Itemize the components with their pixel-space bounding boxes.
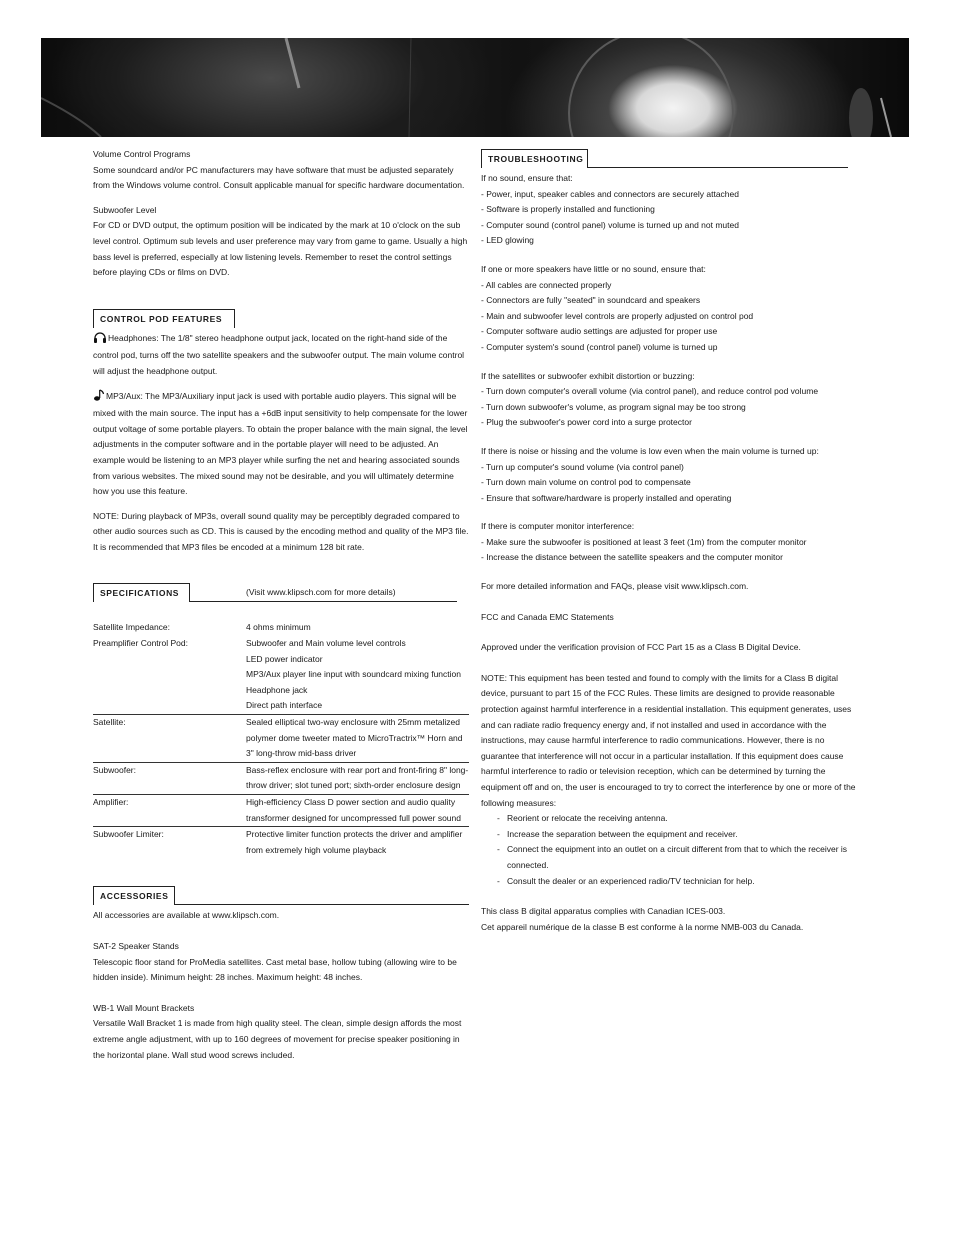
control-pod-header	[93, 307, 469, 331]
headphones-text: Headphones: The 1/8" stereo headphone output jack, located on the right-hand side of the control pod, turns off the two satellite speakers and the subwoofer output. The main volume control will adjust the headphone output.	[93, 332, 465, 376]
spec-value-line: MP3/Aux player line input with soundcard mixing function	[246, 669, 461, 680]
subwoofer-level-body: For CD or DVD output, the optimum position will be indicated by the mark at 10 o'clock on the sub level control. Optimum sub levels and user preference may vary from game to game. Usually a high bass level is preferred, especially at low listening levels. Remember to reset the control settings before playing CDs or films on DVD.	[93, 220, 468, 278]
troubleshooting-step: - LED glowing	[481, 235, 534, 246]
troubleshooting-header	[481, 147, 857, 171]
troubleshooting-condition: If no sound, ensure that:	[481, 173, 573, 183]
list-dash: -	[497, 813, 500, 824]
troubleshooting-step: - Make sure the subwoofer is positioned at least 3 feet (1m) from the computer monitor	[481, 536, 807, 547]
troubleshooting-group	[481, 519, 857, 579]
troubleshooting-group	[481, 171, 857, 262]
canada-statement-en: This class B digital apparatus complies with Canadian ICES-003.	[481, 906, 726, 917]
spec-row	[93, 795, 469, 827]
troubleshooting-step: - Increase the distance between the satellite speakers and the computer monitor	[481, 552, 783, 563]
accessories-intro: All accessories are available at www.klipsch.com.	[93, 910, 280, 921]
troubleshooting-tab: TROUBLESHOOTING	[481, 149, 588, 168]
spec-value-line: 4 ohms minimum	[246, 622, 311, 633]
more-info-text: For more detailed information and FAQs, please visit www.klipsch.com.	[481, 581, 749, 592]
troubleshooting-group	[481, 444, 857, 519]
fcc-approved: Approved under the verification provision of FCC Part 15 as a Class B Digital Device.	[481, 642, 801, 653]
troubleshooting-step: - Turn down subwoofer's volume, as program signal may be too strong	[481, 401, 746, 412]
troubleshooting-condition: If the satellites or subwoofer exhibit distortion or buzzing:	[481, 370, 695, 381]
headphones-paragraph	[93, 331, 469, 380]
spec-row	[93, 762, 469, 794]
sat2-body: Telescopic floor stand for ProMedia satellites. Cast metal base, hollow tubing (allowing wire to be hidden inside). Minimum height: 28 inches. Maximum height: 48 inches.	[93, 956, 457, 983]
spec-label: Subwoofer Limiter:	[93, 829, 164, 840]
fcc-measure-text: Consult the dealer or an experienced radio/TV technician for help.	[507, 875, 755, 886]
control-pod-tab: CONTROL POD FEATURES	[93, 309, 235, 328]
right-column	[481, 147, 857, 935]
troubleshooting-group	[481, 369, 857, 444]
list-dash: -	[497, 844, 500, 855]
fcc-measure-item	[481, 811, 857, 827]
spec-value-line: LED power indicator	[246, 653, 323, 664]
troubleshooting-groups	[481, 171, 857, 579]
music-note-icon	[93, 389, 105, 407]
headphones-icon	[93, 331, 107, 349]
volume-programs-body: Some soundcard and/or PC manufacturers may have software that must be adjusted separately from the Windows volume control. Consult applicable manual for specific hardware documentation.	[93, 164, 465, 191]
troubleshooting-step: - Power, input, speaker cables and connectors are securely attached	[481, 188, 739, 199]
fcc-measure-item	[481, 827, 857, 843]
mp3-note: NOTE: During playback of MP3s, overall sound quality may be perceptibly degraded compared to other audio sources such as CD. This is caused by the encoding method and quality of the MP3 file. It is recommended that MP3 files be encoded at a minimum 128 bit rate.	[93, 510, 469, 552]
troubleshooting-step: - Software is properly installed and functioning	[481, 204, 655, 215]
spec-value-line: High-efficiency Class D power section and audio quality transformer designed for uncompressed full power sound	[246, 797, 461, 823]
troubleshooting-condition: If there is computer monitor interference:	[481, 521, 635, 532]
accessories-header	[93, 884, 469, 908]
volume-programs-title: Volume Control Programs	[93, 149, 191, 159]
spec-value	[246, 636, 469, 714]
troubleshooting-step: - Turn down computer's overall volume (via control panel), and reduce control pod volume	[481, 386, 819, 397]
specifications-note: (Visit www.klipsch.com for more details)	[246, 587, 396, 598]
troubleshooting-step: - Connectors are fully "seated" in soundcard and speakers	[481, 295, 701, 306]
troubleshooting-step: - Turn down main volume on control pod to compensate	[481, 477, 691, 488]
troubleshooting-step: - Computer system's sound (control panel) volume is turned up	[481, 341, 718, 352]
troubleshooting-step: - Turn up computer's sound volume (via control panel)	[481, 461, 684, 472]
list-dash: -	[497, 875, 500, 886]
speaker-photo-banner	[41, 38, 909, 137]
troubleshooting-step: - Ensure that software/hardware is properly installed and operating	[481, 492, 732, 503]
troubleshooting-step: - Plug the subwoofer's power cord into a surge protector	[481, 417, 692, 428]
spec-label: Satellite:	[93, 715, 246, 763]
spec-value-line: Bass-reflex enclosure with rear port and front-firing 8" long-throw driver; slot tuned port; sixth-order enclosure design	[246, 764, 469, 791]
spec-label: Satellite Impedance:	[93, 622, 171, 633]
subwoofer-level-title: Subwoofer Level	[93, 204, 157, 215]
spec-row	[93, 620, 469, 636]
troubleshooting-group	[481, 262, 857, 369]
sat2-title: SAT-2 Speaker Stands	[93, 940, 179, 951]
speaker-photo-illustration	[41, 38, 909, 137]
spec-row	[93, 715, 469, 763]
spec-value-line: Headphone jack	[246, 684, 308, 695]
troubleshooting-step: - Computer sound (control panel) volume is turned up and not muted	[481, 219, 739, 230]
spec-label: Subwoofer:	[93, 762, 246, 794]
spec-label: Amplifier:	[93, 795, 246, 827]
fcc-title: FCC and Canada EMC Statements	[481, 611, 614, 622]
mp3-paragraph	[93, 389, 469, 500]
fcc-measure-text: Connect the equipment into an outlet on a circuit different from that to which the receiver is connected.	[507, 844, 848, 870]
spec-value	[246, 620, 469, 636]
spec-value-line: Protective limiter function protects the driver and amplifier from extremely high volume playback	[246, 829, 463, 855]
fcc-measure-item	[481, 874, 857, 890]
fcc-measure-item	[481, 842, 857, 873]
spec-value-line: Direct path interface	[246, 700, 323, 711]
fcc-measures-list	[481, 811, 857, 889]
list-dash: -	[497, 828, 500, 839]
canada-statement-fr: Cet appareil numérique de la classe B est conforme à la norme NMB-003 du Canada.	[481, 921, 804, 932]
troubleshooting-condition: If one or more speakers have little or no sound, ensure that:	[481, 263, 706, 274]
troubleshooting-step: - Computer software audio settings are adjusted for proper use	[481, 326, 718, 337]
fcc-note: NOTE: This equipment has been tested and found to comply with the limits for a Class B digital device, pursuant to part 15 of the FCC Rules. These limits are designed to provide reasonable protection against harmful interference in a residential installation. This equipment generates, uses and can radiate radio frequency energy and, if not installed and used in accordance with the instructions, may cause harmful interference to radio communications. However, there is no guarantee that interference will not occur in a particular installation. If this equipment does cause harmful interference to radio or television reception, which can be determined by turning the equipment off and on, the user is encouraged to try to correct the interference by one or more of the following measures:	[481, 672, 856, 808]
accessories-tab: ACCESSORIES	[93, 886, 175, 905]
spec-value	[246, 762, 469, 794]
spec-value-line: Subwoofer and Main volume level controls	[246, 638, 406, 649]
troubleshooting-step: - Main and subwoofer level controls are properly adjusted on control pod	[481, 310, 754, 321]
spec-value	[246, 715, 469, 763]
fcc-measure-text: Reorient or relocate the receiving antenna.	[507, 813, 668, 824]
spec-row	[93, 636, 469, 714]
troubleshooting-step: - All cables are connected properly	[481, 279, 612, 290]
spec-value-line: Sealed elliptical two-way enclosure with 25mm metalized polymer dome tweeter mated to MicroTractrix™ Horn and 3" long-throw mid-bass driver	[246, 717, 463, 759]
spec-value	[246, 827, 469, 859]
left-column	[93, 147, 469, 1063]
wb1-title: WB-1 Wall Mount Brackets	[93, 1002, 195, 1013]
specifications-header	[93, 581, 469, 605]
troubleshooting-condition: If there is noise or hissing and the volume is low even when the main volume is turned up:	[481, 445, 819, 456]
spec-label: Preamplifier Control Pod:	[93, 636, 246, 714]
mp3-text: MP3/Aux: The MP3/Auxiliary input jack is used with portable audio players. This signal will be mixed with the main source. The input has a +6dB input sensitivity to help compensate for the lower output voltage of some portable players. To obtain the proper balance with the main signal, the level adjustments in the computer software and in the portable player will need to be adjusted. An example would be listening to an MP3 player while surfing the net and hearing associated sounds from various websites. The mixed sound may not be desirable, and you will ultimately determine how you use this feature.	[93, 390, 468, 497]
spec-value	[246, 795, 469, 827]
specifications-table	[93, 620, 469, 858]
spec-row	[93, 827, 469, 859]
fcc-measure-text: Increase the separation between the equipment and receiver.	[507, 828, 738, 839]
wb1-body: Versatile Wall Bracket 1 is made from high quality steel. The clean, simple design affords the most extreme angle adjustment, with up to 160 degrees of movement for precise speaker positioning in the horizontal plane. Wall stud wood screws included.	[93, 1018, 462, 1060]
specifications-tab: SPECIFICATIONS	[93, 583, 190, 602]
